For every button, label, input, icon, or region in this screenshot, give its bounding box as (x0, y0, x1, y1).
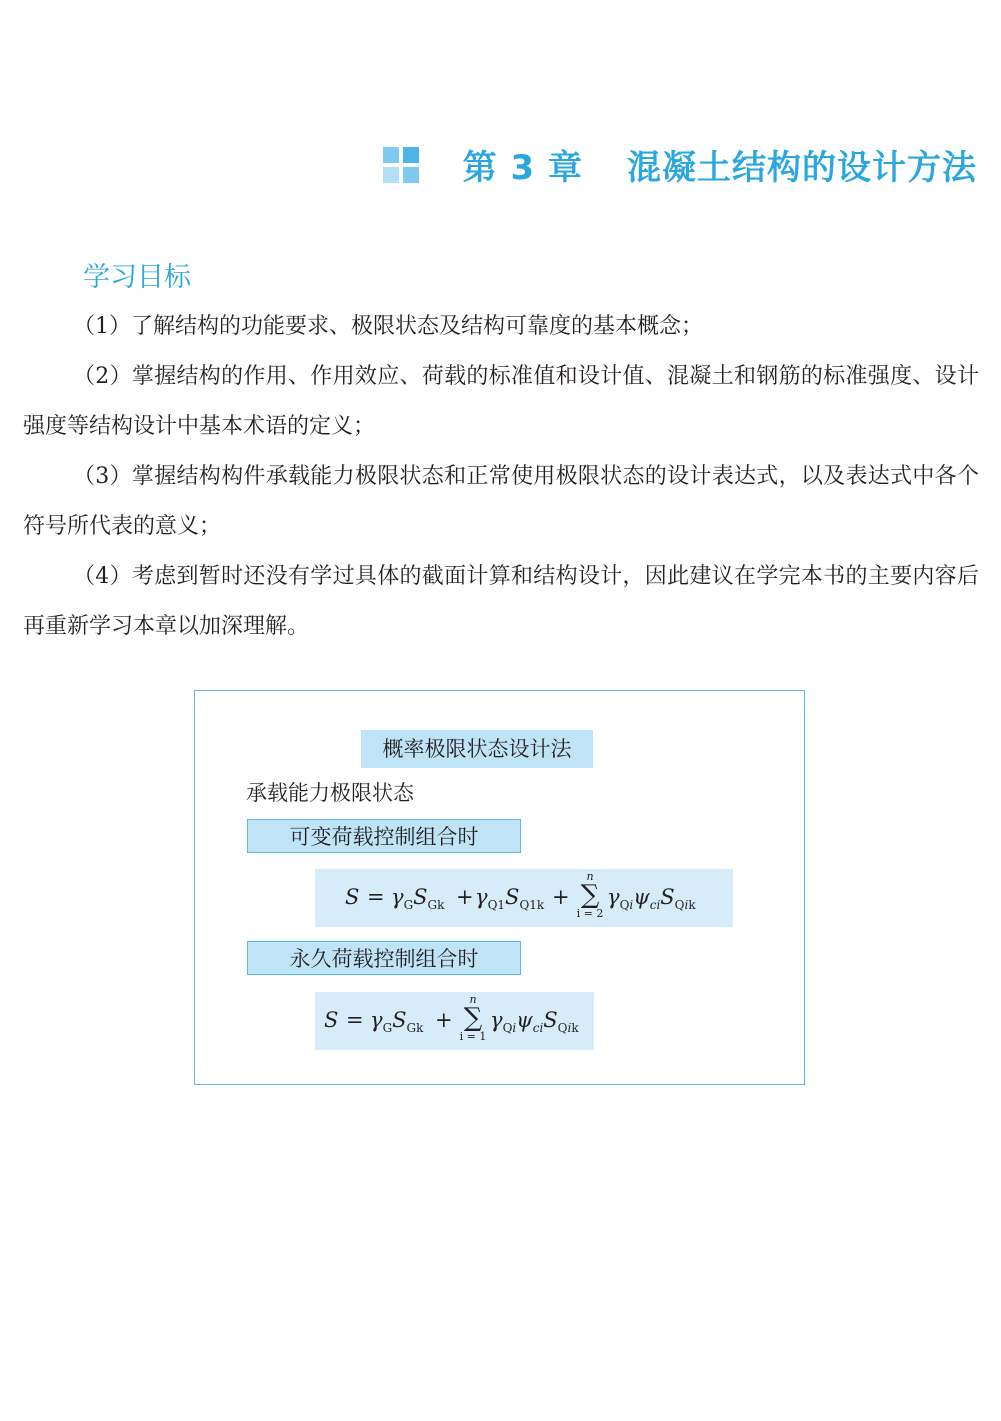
summation-symbol: n ∑ i = 1 (459, 993, 487, 1043)
objectives-list (23, 302, 979, 652)
chapter-title: 混凝土结构的设计方法 (627, 148, 977, 188)
objective-item: （2）掌握结构的作用、作用效应、荷载的标准值和设计值、混凝土和钢筋的标准强度、设计强度等结构设计中基本术语的定义； (23, 364, 979, 439)
formula-box-title: 概率极限状态设计法 (361, 730, 593, 768)
section-title: 学习目标 (83, 262, 191, 293)
case1-label: 可变荷载控制组合时 (247, 819, 521, 853)
case2-label: 永久荷载控制组合时 (247, 941, 521, 975)
formula-box (194, 690, 805, 1085)
chapter-header (383, 140, 977, 189)
summation-symbol: n ∑ i = 2 (576, 870, 604, 920)
chapter-mark-icon (383, 147, 419, 183)
objective-item: （1）了解结构的功能要求、极限状态及结构可靠度的基本概念； (73, 314, 703, 339)
formula-permanent-control: S = $\gamma_GS_{Gk}$ + n ∑ i = 1 $\gamma_{Qi}\psi_{ci}S_{Qik}$ (315, 992, 594, 1050)
formula-variable-control: S = $\gamma_GS_{Gk}$ + $\gamma_{Q1}S_{Q1k}$ + n ∑ i = 2 $\gamma_{Qi}\psi_{ci}S_{Qik}$ (315, 869, 733, 927)
formula-box-subtitle: 承载能力极限状态 (246, 781, 414, 805)
objective-item: （4）考虑到暂时还没有学过具体的截面计算和结构设计，因此建议在学完本书的主要内容后再重新学习本章以加深理解。 (23, 564, 979, 639)
objective-item: （3）掌握结构构件承载能力极限状态和正常使用极限状态的设计表达式，以及表达式中各个符号所代表的意义； (23, 464, 979, 539)
chapter-number: 第 3 章 (462, 148, 583, 188)
